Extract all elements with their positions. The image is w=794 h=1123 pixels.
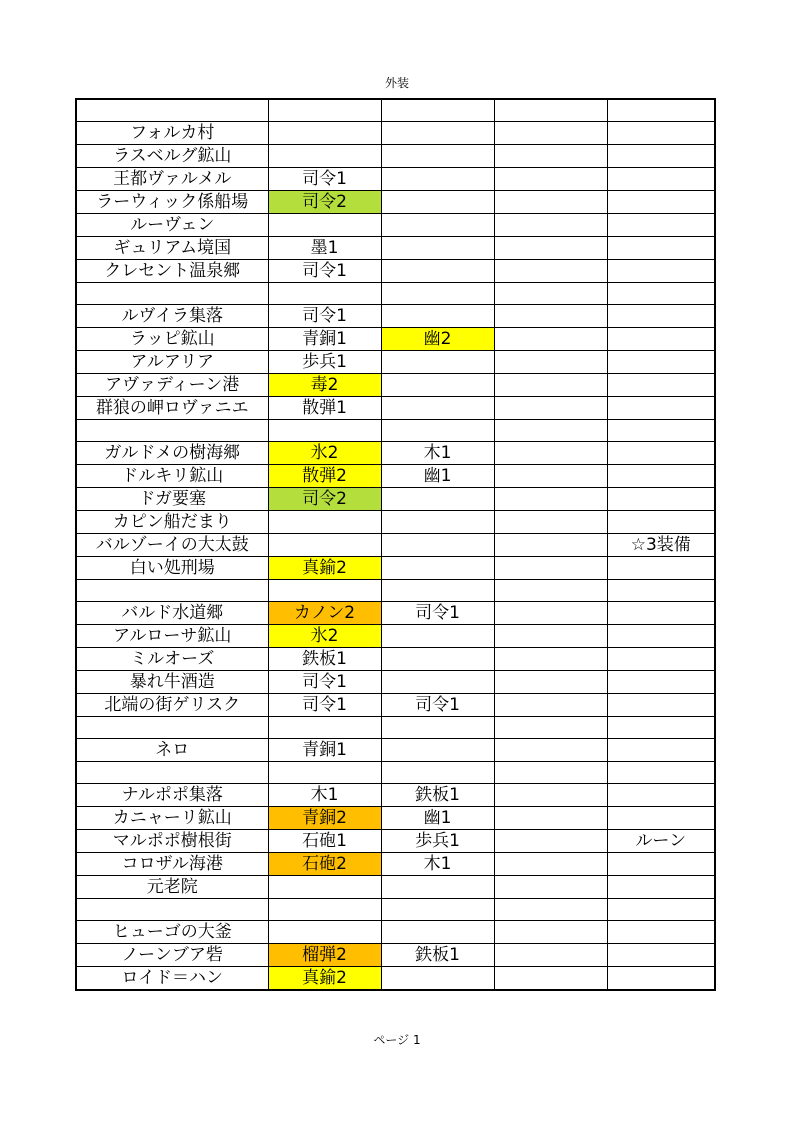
gear-cell-2[interactable] [381,967,494,991]
location-cell[interactable]: ラーウィック係船場 [76,191,268,214]
location-cell[interactable]: ギュリアム境国 [76,237,268,260]
location-cell[interactable] [76,717,268,739]
table-row [76,899,715,921]
location-cell[interactable]: 暴れ牛酒造 [76,671,268,694]
gear-cell-2[interactable] [381,260,494,283]
gear-cell-1[interactable]: 青銅1 [268,739,381,762]
spreadsheet-body [76,99,715,990]
location-cell[interactable]: ラスベルグ鉱山 [76,145,268,168]
gear-cell-3[interactable] [494,488,607,511]
gear-cell-2[interactable] [381,420,494,442]
gear-cell-3[interactable] [494,122,607,145]
gear-cell-2[interactable] [381,305,494,328]
gear-cell-2[interactable] [381,488,494,511]
note-cell[interactable] [607,625,715,648]
gear-cell-2[interactable] [381,145,494,168]
location-cell[interactable]: アヴァディーン港 [76,374,268,397]
note-cell[interactable] [607,99,715,122]
gear-cell-1[interactable] [268,921,381,944]
table-row [76,442,715,465]
gear-cell-3[interactable] [494,351,607,374]
table-row [76,602,715,625]
note-cell[interactable] [607,557,715,580]
table-row [76,762,715,784]
gear-cell-1[interactable] [268,283,381,305]
note-cell[interactable] [607,967,715,991]
note-cell[interactable] [607,420,715,442]
note-cell[interactable] [607,442,715,465]
table-row [76,694,715,717]
note-cell[interactable] [607,191,715,214]
location-cell[interactable]: ルヴイラ集落 [76,305,268,328]
note-cell[interactable] [607,602,715,625]
table-row [76,283,715,305]
note-cell[interactable] [607,807,715,830]
table-row [76,557,715,580]
gear-cell-1[interactable] [268,511,381,534]
location-cell[interactable]: コロザル海港 [76,853,268,876]
gear-cell-2[interactable] [381,557,494,580]
table-row [76,305,715,328]
location-cell[interactable]: 元老院 [76,876,268,899]
table-row [76,397,715,420]
gear-cell-2[interactable] [381,762,494,784]
gear-cell-3[interactable] [494,260,607,283]
gear-cell-1[interactable]: 石砲2 [268,853,381,876]
note-cell[interactable] [607,374,715,397]
table-row [76,784,715,807]
gear-cell-1[interactable]: 墨1 [268,237,381,260]
gear-cell-3[interactable] [494,899,607,921]
location-cell[interactable]: フォルカ村 [76,122,268,145]
gear-cell-1[interactable]: 木1 [268,784,381,807]
gear-cell-1[interactable]: 氷2 [268,625,381,648]
location-cell[interactable]: ナルポポ集落 [76,784,268,807]
gear-cell-2[interactable] [381,99,494,122]
gear-cell-1[interactable]: 毒2 [268,374,381,397]
location-cell[interactable]: カニャーリ鉱山 [76,807,268,830]
location-cell[interactable] [76,283,268,305]
location-cell[interactable]: ネロ [76,739,268,762]
table-row [76,191,715,214]
sheet-header-title: 外装 [384,76,409,90]
table-row [76,534,715,557]
gear-cell-3[interactable] [494,853,607,876]
gear-cell-1[interactable]: 真鍮2 [268,557,381,580]
gear-cell-3[interactable] [494,305,607,328]
note-cell[interactable] [607,899,715,921]
gear-cell-1[interactable] [268,145,381,168]
location-cell[interactable]: クレセント温泉郷 [76,260,268,283]
location-cell[interactable]: 群狼の岬ロヴァニエ [76,397,268,420]
note-cell[interactable] [607,351,715,374]
gear-cell-1[interactable] [268,214,381,237]
gear-cell-3[interactable] [494,237,607,260]
gear-cell-3[interactable] [494,283,607,305]
table-row [76,967,715,991]
location-cell[interactable]: アルアリア [76,351,268,374]
gear-cell-1[interactable]: 青銅1 [268,328,381,351]
gear-cell-1[interactable]: 司令2 [268,488,381,511]
gear-cell-2[interactable] [381,534,494,557]
gear-cell-3[interactable] [494,648,607,671]
location-cell[interactable]: ノーンブア砦 [76,944,268,967]
gear-cell-2[interactable] [381,283,494,305]
note-cell[interactable] [607,739,715,762]
table-row [76,853,715,876]
location-cell[interactable]: 北端の街ゲリスク [76,694,268,717]
note-cell[interactable] [607,305,715,328]
note-cell[interactable] [607,944,715,967]
gear-cell-1[interactable]: 司令1 [268,260,381,283]
gear-cell-1[interactable] [268,420,381,442]
gear-cell-3[interactable] [494,145,607,168]
table-row [76,420,715,442]
note-cell[interactable] [607,580,715,602]
note-cell[interactable] [607,260,715,283]
gear-cell-1[interactable] [268,899,381,921]
gear-cell-3[interactable] [494,762,607,784]
location-cell[interactable] [76,580,268,602]
location-cell[interactable]: カピン船だまり [76,511,268,534]
note-cell[interactable]: ☆3装備 [607,534,715,557]
location-cell[interactable]: ヒューゴの大釜 [76,921,268,944]
location-cell[interactable]: ドガ要塞 [76,488,268,511]
gear-cell-2[interactable] [381,648,494,671]
gear-cell-3[interactable] [494,534,607,557]
table-row [76,168,715,191]
note-cell[interactable] [607,717,715,739]
note-cell[interactable] [607,694,715,717]
table-row [76,580,715,602]
gear-cell-2[interactable]: 木1 [381,442,494,465]
gear-cell-3[interactable] [494,625,607,648]
gear-cell-3[interactable] [494,580,607,602]
gear-cell-3[interactable] [494,511,607,534]
location-cell[interactable]: ルーヴェン [76,214,268,237]
gear-cell-2[interactable]: 幽1 [381,465,494,488]
gear-cell-1[interactable]: 司令1 [268,168,381,191]
location-cell[interactable]: ドルキリ鉱山 [76,465,268,488]
table-row [76,739,715,762]
gear-cell-3[interactable] [494,921,607,944]
table-row [76,145,715,168]
note-cell[interactable] [607,921,715,944]
gear-cell-1[interactable]: 歩兵1 [268,351,381,374]
gear-cell-2[interactable]: 幽1 [381,807,494,830]
gear-cell-1[interactable] [268,534,381,557]
location-cell[interactable]: ミルオーズ [76,648,268,671]
gear-cell-1[interactable] [268,99,381,122]
gear-cell-3[interactable] [494,602,607,625]
gear-cell-3[interactable] [494,557,607,580]
table-row [76,351,715,374]
table-row [76,237,715,260]
location-cell[interactable] [76,762,268,784]
location-cell[interactable]: バルド水道郷 [76,602,268,625]
table-row [76,465,715,488]
gear-cell-3[interactable] [494,191,607,214]
gear-cell-1[interactable]: 石砲1 [268,830,381,853]
note-cell[interactable]: ルーン [607,830,715,853]
gear-cell-2[interactable] [381,511,494,534]
gear-cell-3[interactable] [494,168,607,191]
gear-cell-1[interactable]: 散弾1 [268,397,381,420]
gear-cell-3[interactable] [494,214,607,237]
note-cell[interactable] [607,283,715,305]
location-cell[interactable]: 王都ヴァルメル [76,168,268,191]
table-row [76,921,715,944]
note-cell[interactable] [607,465,715,488]
note-cell[interactable] [607,511,715,534]
gear-cell-3[interactable] [494,99,607,122]
location-cell[interactable] [76,99,268,122]
gear-cell-2[interactable]: 幽2 [381,328,494,351]
gear-cell-2[interactable] [381,876,494,899]
note-cell[interactable] [607,328,715,351]
gear-cell-2[interactable] [381,671,494,694]
gear-cell-2[interactable] [381,214,494,237]
gear-cell-3[interactable] [494,807,607,830]
page-number-footer: ページ 1 [373,1033,421,1047]
gear-cell-2[interactable] [381,168,494,191]
spreadsheet-table [75,98,716,991]
note-cell[interactable] [607,145,715,168]
location-cell[interactable] [76,420,268,442]
gear-cell-2[interactable] [381,351,494,374]
gear-cell-2[interactable]: 鉄板1 [381,944,494,967]
gear-cell-2[interactable] [381,580,494,602]
gear-cell-2[interactable] [381,122,494,145]
gear-cell-2[interactable]: 木1 [381,853,494,876]
gear-cell-2[interactable]: 司令1 [381,694,494,717]
gear-cell-1[interactable] [268,717,381,739]
table-row [76,488,715,511]
gear-cell-3[interactable] [494,694,607,717]
location-cell[interactable]: バルゾーイの大太鼓 [76,534,268,557]
note-cell[interactable] [607,168,715,191]
table-row [76,648,715,671]
gear-cell-1[interactable] [268,122,381,145]
gear-cell-3[interactable] [494,784,607,807]
gear-cell-2[interactable] [381,739,494,762]
gear-cell-1[interactable] [268,580,381,602]
gear-cell-3[interactable] [494,717,607,739]
table-row [76,214,715,237]
table-row [76,830,715,853]
gear-cell-1[interactable]: 司令1 [268,305,381,328]
gear-cell-3[interactable] [494,397,607,420]
gear-cell-1[interactable]: カノン2 [268,602,381,625]
location-cell[interactable]: アルローサ鉱山 [76,625,268,648]
gear-cell-1[interactable] [268,762,381,784]
note-cell[interactable] [607,214,715,237]
gear-cell-1[interactable]: 榴弾2 [268,944,381,967]
location-cell[interactable]: 白い処刑場 [76,557,268,580]
gear-cell-2[interactable] [381,921,494,944]
location-cell[interactable]: ラッピ鉱山 [76,328,268,351]
note-cell[interactable] [607,397,715,420]
gear-cell-3[interactable] [494,374,607,397]
gear-cell-1[interactable]: 司令1 [268,694,381,717]
gear-cell-1[interactable] [268,876,381,899]
gear-cell-1[interactable]: 司令2 [268,191,381,214]
table-row [76,671,715,694]
location-cell[interactable]: ガルドメの樹海郷 [76,442,268,465]
gear-cell-1[interactable]: 鉄板1 [268,648,381,671]
note-cell[interactable] [607,784,715,807]
gear-cell-3[interactable] [494,876,607,899]
table-row [76,944,715,967]
gear-cell-1[interactable]: 散弾2 [268,465,381,488]
gear-cell-1[interactable]: 氷2 [268,442,381,465]
note-cell[interactable] [607,671,715,694]
gear-cell-1[interactable]: 司令1 [268,671,381,694]
gear-cell-3[interactable] [494,739,607,762]
gear-cell-3[interactable] [494,671,607,694]
table-row [76,99,715,122]
gear-cell-3[interactable] [494,328,607,351]
location-cell[interactable] [76,899,268,921]
gear-cell-2[interactable] [381,717,494,739]
gear-cell-2[interactable] [381,899,494,921]
gear-cell-2[interactable]: 歩兵1 [381,830,494,853]
note-cell[interactable] [607,122,715,145]
gear-cell-2[interactable] [381,237,494,260]
gear-cell-2[interactable] [381,625,494,648]
table-row [76,374,715,397]
location-cell[interactable]: ロイド＝ハン [76,967,268,991]
note-cell[interactable] [607,762,715,784]
table-row [76,876,715,899]
gear-cell-1[interactable]: 青銅2 [268,807,381,830]
gear-cell-2[interactable] [381,374,494,397]
note-cell[interactable] [607,853,715,876]
gear-cell-2[interactable]: 鉄板1 [381,784,494,807]
gear-cell-2[interactable] [381,191,494,214]
table-row [76,260,715,283]
gear-cell-3[interactable] [494,944,607,967]
gear-cell-2[interactable] [381,397,494,420]
note-cell[interactable] [607,876,715,899]
gear-cell-3[interactable] [494,830,607,853]
location-cell[interactable]: マルポポ樹根街 [76,830,268,853]
gear-cell-2[interactable]: 司令1 [381,602,494,625]
gear-cell-3[interactable] [494,967,607,991]
table-row [76,625,715,648]
table-row [76,328,715,351]
gear-cell-3[interactable] [494,420,607,442]
table-row [76,717,715,739]
table-row [76,807,715,830]
gear-cell-3[interactable] [494,442,607,465]
table-row [76,511,715,534]
note-cell[interactable] [607,488,715,511]
note-cell[interactable] [607,237,715,260]
gear-cell-3[interactable] [494,465,607,488]
gear-cell-1[interactable]: 真鍮2 [268,967,381,991]
note-cell[interactable] [607,648,715,671]
table-row [76,122,715,145]
